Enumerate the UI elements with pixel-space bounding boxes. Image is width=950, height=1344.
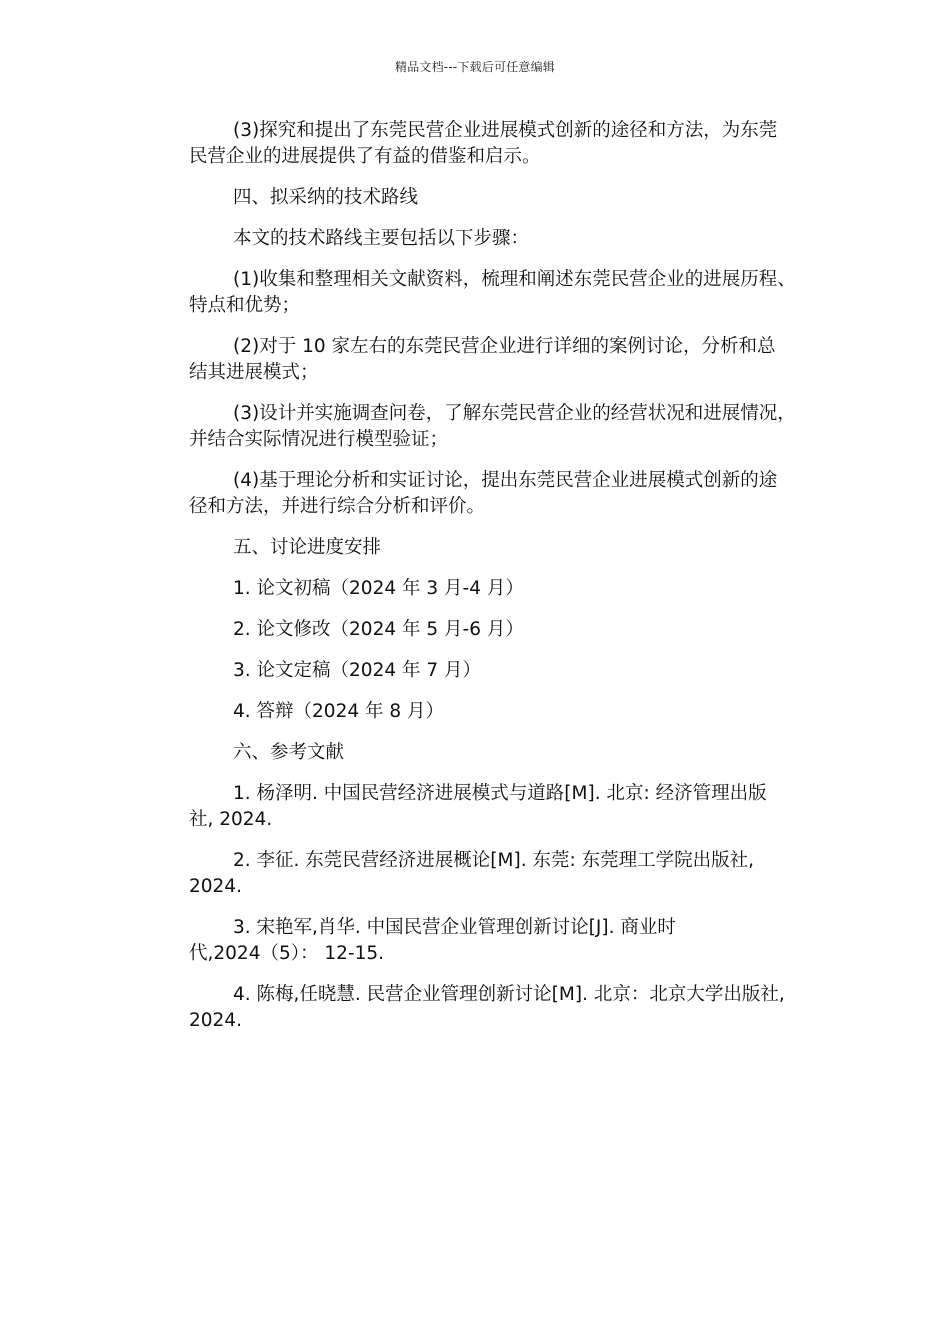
paragraph-line: (3)探究和提出了东莞民营企业进展模式创新的途径和方法，为东莞 bbox=[233, 120, 778, 141]
reference-line: 2. 李征. 东莞民营经济进展概论[M]. 东莞: 东莞理工学院出版社, bbox=[233, 850, 754, 871]
section-heading-schedule bbox=[145, 535, 810, 561]
paragraph-line: (4)基于理论分析和实证讨论，提出东莞民营企业进展模式创新的途 bbox=[233, 470, 778, 491]
list-item: 1. 论文初稿（2024 年 3 月-4 月） bbox=[233, 578, 524, 599]
reference-line: 2024. bbox=[189, 1010, 242, 1031]
paragraph-research-contribution-3 bbox=[145, 118, 810, 170]
paragraph-line: (1)收集和整理相关文献资料，梳理和阐述东莞民营企业的进展历程、 bbox=[233, 269, 796, 290]
paragraph-line: 特点和优势； bbox=[189, 295, 301, 316]
list-item: 2. 论文修改（2024 年 5 月-6 月） bbox=[233, 619, 524, 640]
list-item: 4. 答辩（2024 年 8 月） bbox=[233, 701, 445, 722]
page-header: 精品文档---下载后可任意编辑 bbox=[395, 60, 555, 74]
paragraph-line: 径和方法，并进行综合分析和评价。 bbox=[189, 496, 486, 517]
section-heading-technical-route bbox=[145, 185, 810, 211]
schedule-item-1 bbox=[145, 576, 810, 602]
paragraph-step-4 bbox=[145, 468, 810, 520]
reference-item-4 bbox=[145, 982, 810, 1034]
schedule-item-4 bbox=[145, 699, 810, 725]
paragraph-step-3 bbox=[145, 401, 810, 453]
schedule-item-3 bbox=[145, 658, 810, 684]
document-body bbox=[145, 118, 810, 1049]
paragraph-step-2 bbox=[145, 334, 810, 386]
heading-text: 六、参考文献 bbox=[233, 742, 345, 763]
schedule-item-2 bbox=[145, 617, 810, 643]
section-heading-references bbox=[145, 740, 810, 766]
reference-line: 3. 宋艳军,肖华. 中国民营企业管理创新讨论[J]. 商业时 bbox=[233, 917, 676, 938]
paragraph-line: 结其进展模式； bbox=[189, 362, 319, 383]
reference-line: 代,2024（5）： 12-15. bbox=[189, 943, 385, 964]
reference-line: 1. 杨泽明. 中国民营经济进展模式与道路[M]. 北京: 经济管理出版 bbox=[233, 783, 767, 804]
paragraph-step-1 bbox=[145, 267, 810, 319]
reference-item-1 bbox=[145, 781, 810, 833]
reference-line: 2024. bbox=[189, 876, 242, 897]
paragraph-line: 民营企业的进展提供了有益的借鉴和启示。 bbox=[189, 146, 541, 167]
heading-text: 四、拟采纳的技术路线 bbox=[233, 187, 419, 208]
reference-line: 社, 2024. bbox=[189, 809, 273, 830]
reference-item-3 bbox=[145, 915, 810, 967]
heading-text: 五、讨论进度安排 bbox=[233, 537, 382, 558]
paragraph-line: (2)对于 10 家左右的东莞民营企业进行详细的案例讨论，分析和总 bbox=[233, 336, 776, 357]
paragraph-line: 并结合实际情况进行模型验证； bbox=[189, 429, 449, 450]
list-item: 3. 论文定稿（2024 年 7 月） bbox=[233, 660, 482, 681]
reference-item-2 bbox=[145, 848, 810, 900]
reference-line: 4. 陈梅,任晓慧. 民营企业管理创新讨论[M]. 北京：北京大学出版社, bbox=[233, 984, 785, 1005]
paragraph-line: 本文的技术路线主要包括以下步骤： bbox=[233, 228, 530, 249]
paragraph-line: (3)设计并实施调查问卷，了解东莞民营企业的经营状况和进展情况， bbox=[233, 403, 796, 424]
paragraph-route-intro bbox=[145, 226, 810, 252]
